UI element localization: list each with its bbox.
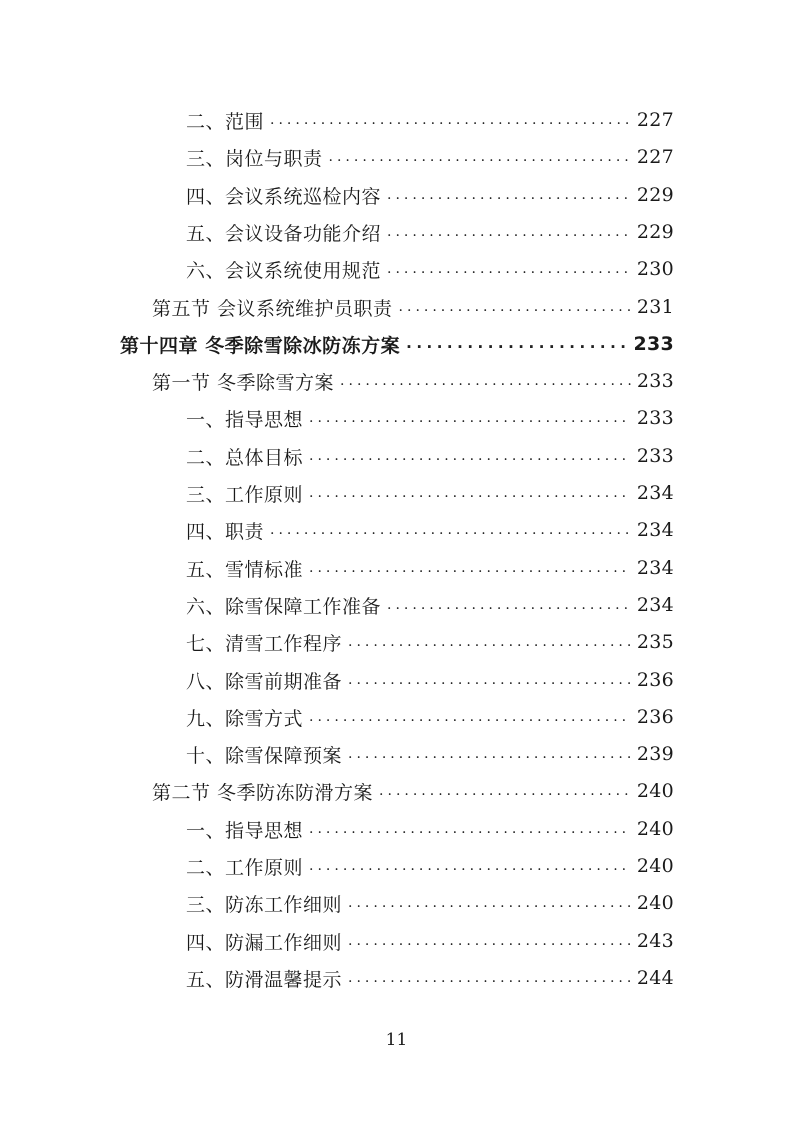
page-number: 11 (385, 1030, 408, 1050)
toc-entry-title: 第一节 冬季除雪方案 (152, 371, 335, 394)
toc-dot-leader (399, 299, 631, 321)
toc-entry[interactable] (186, 255, 674, 283)
toc-entry[interactable] (186, 218, 674, 246)
toc-entry-page: 239 (636, 743, 674, 765)
toc-entry-title: 二、工作原则 (186, 856, 304, 879)
toc-dot-leader (387, 187, 631, 209)
toc-dot-leader (309, 410, 631, 432)
toc-entry[interactable] (186, 889, 674, 917)
toc-entry-page: 233 (636, 445, 674, 467)
toc-entry-page: 240 (636, 780, 674, 802)
toc-entry[interactable] (186, 516, 674, 544)
toc-entry-title: 二、总体目标 (186, 446, 304, 469)
toc-entry[interactable] (152, 293, 674, 321)
toc-entry-page: 227 (636, 146, 674, 168)
toc-dot-leader (387, 597, 631, 619)
toc-dot-leader (348, 746, 631, 768)
toc-dot-leader (309, 485, 631, 507)
toc-entry-page: 236 (636, 669, 674, 691)
toc-entry-title: 五、会议设备功能介绍 (186, 222, 382, 245)
toc-entry-page: 235 (636, 631, 674, 653)
toc-entry[interactable] (186, 143, 674, 171)
toc-entry-page: 233 (636, 370, 674, 392)
toc-entry-title: 四、防漏工作细则 (186, 931, 343, 954)
toc-dot-leader (340, 373, 631, 395)
toc-entry-title: 三、防冻工作细则 (186, 893, 343, 916)
toc-entry-title: 第五节 会议系统维护员职责 (152, 297, 393, 320)
toc-entry-title: 九、除雪方式 (186, 707, 304, 730)
toc-entry-page: 234 (636, 482, 674, 504)
toc-entry-page: 236 (636, 706, 674, 728)
toc-entry[interactable] (186, 404, 674, 432)
toc-entry-title: 第十四章 冬季除雪除冰防冻方案 (120, 334, 401, 357)
toc-dot-leader (348, 933, 631, 955)
toc-dot-leader (348, 634, 631, 656)
toc-entry-page: 243 (636, 930, 674, 952)
toc-entry-title: 七、清雪工作程序 (186, 632, 343, 655)
toc-entry[interactable] (186, 591, 674, 619)
toc-entry-page: 240 (636, 855, 674, 877)
toc-entry-page: 229 (636, 221, 674, 243)
toc-entry-page: 244 (636, 967, 674, 989)
toc-entry-title: 六、会议系统使用规范 (186, 259, 382, 282)
toc-entry-title: 八、除雪前期准备 (186, 670, 343, 693)
toc-entry[interactable] (186, 442, 674, 470)
toc-entry-title: 四、职责 (186, 520, 265, 543)
toc-entry-page: 231 (636, 296, 674, 318)
toc-entry-title: 十、除雪保障预案 (186, 744, 343, 767)
toc-dot-leader (348, 895, 631, 917)
toc-entry-title: 一、指导思想 (186, 819, 304, 842)
toc-entry[interactable] (186, 554, 674, 582)
toc-entry-page: 240 (636, 892, 674, 914)
toc-dot-leader (270, 522, 631, 544)
toc-entry-page: 229 (636, 184, 674, 206)
toc-entry[interactable] (186, 703, 674, 731)
toc-dot-leader (309, 448, 631, 470)
toc-entry[interactable] (186, 666, 674, 694)
toc-entry[interactable] (186, 479, 674, 507)
toc-dot-leader (387, 224, 631, 246)
toc-dot-leader (348, 970, 631, 992)
toc-dot-leader (387, 261, 631, 283)
toc-dot-leader (348, 672, 631, 694)
toc-entry-page: 234 (636, 519, 674, 541)
toc-dot-leader (309, 858, 631, 880)
toc-dot-leader (329, 149, 631, 171)
toc-entry-page: 234 (636, 594, 674, 616)
toc-dot-leader (309, 709, 631, 731)
toc-entry-title: 五、防滑温馨提示 (186, 968, 343, 991)
toc-dot-leader (309, 821, 631, 843)
toc-entry-title: 五、雪情标准 (186, 558, 304, 581)
toc-entry-page: 233 (633, 333, 674, 355)
toc-entry-page: 240 (636, 818, 674, 840)
toc-entry[interactable] (186, 740, 674, 768)
toc-entry[interactable] (186, 106, 674, 134)
toc-entry[interactable] (186, 815, 674, 843)
toc-entry[interactable] (186, 852, 674, 880)
toc-entry-title: 六、除雪保障工作准备 (186, 595, 382, 618)
toc-dot-leader (270, 112, 631, 134)
toc-entry-title: 二、范围 (186, 110, 265, 133)
toc-entry[interactable] (186, 927, 674, 955)
toc-entry-title: 三、工作原则 (186, 483, 304, 506)
toc-dot-leader (406, 334, 627, 358)
toc-entry[interactable] (186, 628, 674, 656)
toc-entry[interactable] (152, 777, 674, 805)
toc-entry-title: 一、指导思想 (186, 408, 304, 431)
toc-entry[interactable] (186, 181, 674, 209)
toc-entry-page: 234 (636, 557, 674, 579)
toc-entry-title: 第二节 冬季防冻防滑方案 (152, 781, 374, 804)
toc-entry-page: 233 (636, 407, 674, 429)
toc-entry[interactable] (120, 330, 674, 358)
toc-entry[interactable] (186, 964, 674, 992)
toc-dot-leader (309, 560, 631, 582)
toc-entry[interactable] (152, 367, 674, 395)
toc-entry-page: 227 (636, 109, 674, 131)
toc-entry-title: 三、岗位与职责 (186, 147, 323, 170)
toc-dot-leader (379, 783, 631, 805)
toc-entry-page: 230 (636, 258, 674, 280)
toc-entry-title: 四、会议系统巡检内容 (186, 185, 382, 208)
